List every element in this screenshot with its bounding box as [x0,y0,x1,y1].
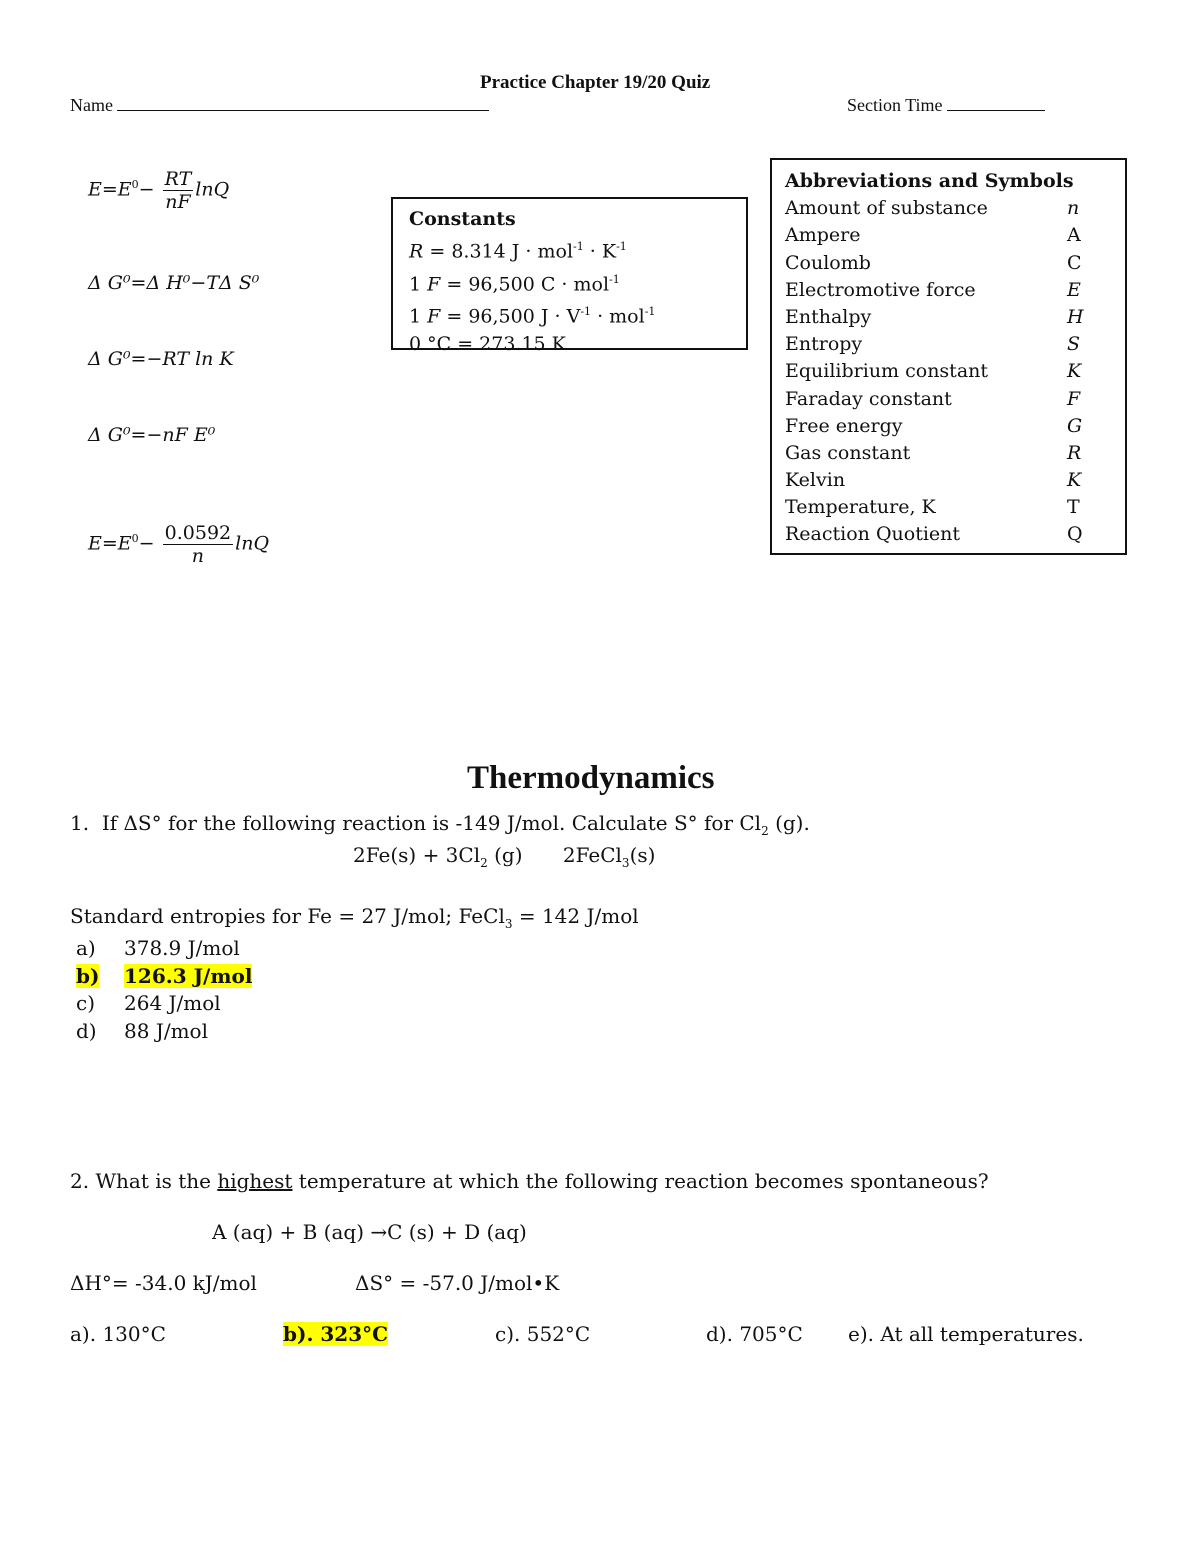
symbol-letter: R [1067,441,1082,464]
question-1: 1. If ΔS° for the following reaction is -149 J/mol. Calculate S° for $Cl_2$ (g). [70,811,810,838]
option-letter: b) [76,963,100,988]
symbol-row [785,304,1125,331]
symbol-letter: K [1067,469,1082,492]
constants-heading: Constants [409,208,516,230]
symbol-row [785,413,1125,440]
symbol-name: Electromotive force [785,278,976,301]
option-text: 264 J/mol [124,991,221,1015]
symbol-name: Equilibrium constant [785,360,989,383]
q2-option-b[interactable]: b). 323°C [283,1322,389,1346]
symbol-row [785,250,1125,277]
option-text: 126.3 J/mol [124,963,253,988]
question-1-options [76,936,253,1046]
section-time-label: Section Time [847,95,943,115]
option-letter: d) [76,1018,97,1043]
equation-gibbs-k: Δ G⁰=−RT ln K [88,348,234,370]
option-letter: a) [76,936,96,960]
q2-option-e[interactable]: e). At all temperatures. [848,1322,1084,1346]
q2-option-d[interactable]: d). 705°C [706,1322,803,1346]
q1-option-a[interactable] [76,936,240,964]
symbol-letter: A [1067,224,1081,247]
symbol-name: Ampere [785,224,861,247]
symbol-name: Entropy [785,333,863,356]
symbol-row [785,195,1125,222]
question-2-enthalpy: ΔH°= -34.0 kJ/mol [70,1271,257,1295]
q1-option-c[interactable] [76,991,221,1019]
symbol-letter: C [1067,251,1082,274]
symbol-name: Faraday constant [785,387,952,410]
constant-zero-celsius: 0 °C = 273.15 K [409,332,566,355]
equation-gibbs: Δ G⁰=Δ H⁰−TΔ S⁰ [88,272,260,294]
symbol-row [785,358,1125,385]
symbol-row [785,222,1125,249]
equation-gibbs-e: Δ G⁰=−nF E⁰ [88,424,216,446]
question-1-reaction: $2Fe(s) + 3Cl_2$ (g) 2FeCl$_3$(s) [353,843,656,870]
symbol-name: Free energy [785,414,903,437]
q2-option-c[interactable]: c). 552°C [495,1322,591,1346]
symbol-name: Gas constant [785,441,911,464]
symbol-name: Kelvin [785,469,846,492]
question-2-entropy: ΔS° = -57.0 J/mol•K [355,1271,560,1295]
symbol-row [785,277,1125,304]
symbol-letter: T [1067,496,1080,519]
symbol-letter: n [1067,197,1080,220]
constant-faraday-joule: 1 F = 96,500 $J \cdot V^{-1} \cdot mol^{-1}$ [409,305,656,328]
option-letter: c) [76,991,96,1015]
section-title: Thermodynamics [467,760,715,796]
constants-box [391,197,748,355]
symbol-letter: S [1067,333,1081,356]
symbol-name: Temperature, K [785,496,936,519]
q2-option-a[interactable]: a). 130°C [70,1322,166,1346]
symbol-name: Coulomb [785,251,871,274]
symbol-row [785,331,1125,358]
page-title: Practice Chapter 19/20 Quiz [480,72,711,93]
symbol-letter: G [1067,414,1083,437]
symbol-letter: Q [1067,523,1083,546]
symbol-row [785,440,1125,467]
constant-faraday-coulomb: 1 F = 96,500 C · mol$^{-1}$ [409,272,620,296]
symbol-row [785,521,1125,548]
question-2-reaction: A (aq) + B (aq) →C (s) + D (aq) [212,1220,527,1244]
section-time-blank[interactable] [947,95,1045,111]
symbol-row [785,467,1125,494]
name-label: Name [70,95,113,115]
q1-option-b[interactable] [76,963,253,992]
equation-nernst: $E=E^0-$ $\frac{RT}{nF}$ lnQ [88,168,230,213]
name-field[interactable] [70,95,489,116]
symbol-row [785,386,1125,413]
symbol-letter: K [1067,360,1082,383]
option-text: 378.9 J/mol [124,936,240,960]
equation-nernst-simplified: $E=E^0-$ $\frac{0.0592}{n}$ lnQ [88,522,270,567]
symbol-letter: F [1067,387,1081,410]
symbol-name: Amount of substance [785,197,988,220]
symbol-letter: E [1067,278,1081,301]
option-text: 88 J/mol [124,1018,208,1043]
question-1-data: Standard entropies for Fe = 27 J/mol; FeCl$_3$ = 142 J/mol [70,904,639,931]
constant-gas: R = 8.314 $J \cdot mol^{-1} \cdot K^{-1}$ [409,240,627,263]
symbol-row [785,494,1125,521]
abbreviations-heading: Abbreviations and Symbols [785,170,1074,192]
question-2: 2. What is the highest temperature at which the following reaction becomes spontaneous? [70,1169,989,1193]
abbreviations-box [770,158,1127,555]
symbol-letter: H [1067,305,1084,328]
section-time-field[interactable] [847,95,1045,116]
symbol-name: Enthalpy [785,305,872,328]
q1-option-d[interactable] [76,1018,208,1047]
symbol-name: Reaction Quotient [785,523,961,546]
name-blank[interactable] [117,95,489,111]
